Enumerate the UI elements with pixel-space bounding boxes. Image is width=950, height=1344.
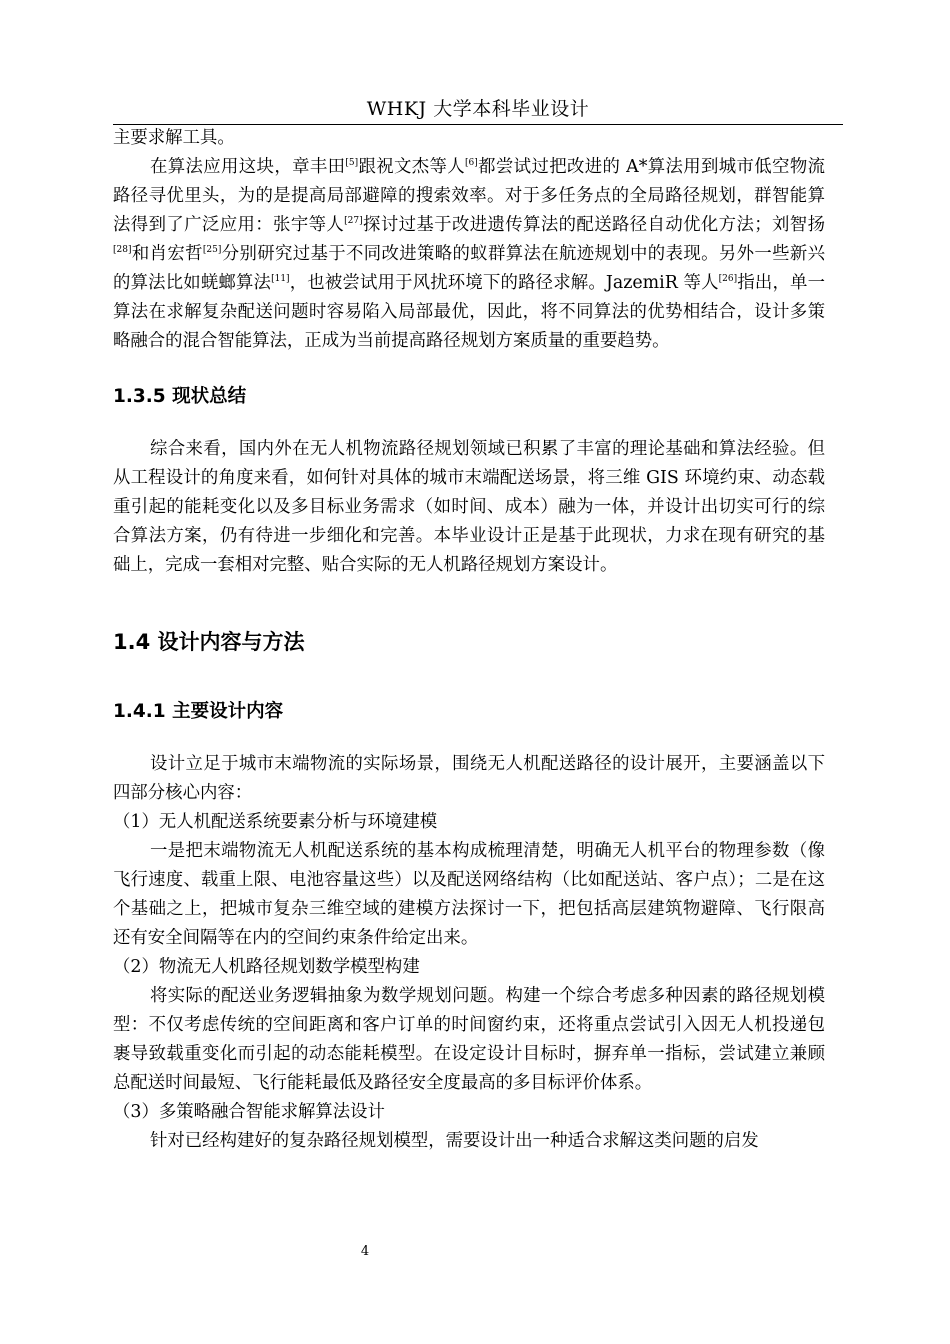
text: ，也被尝试用于风扰环境下的路径求解。JazemiR 等人: [289, 273, 719, 293]
text: 和肖宏哲: [131, 244, 203, 264]
text: 跟祝文杰等人: [358, 157, 466, 177]
page-body: [113, 124, 825, 1156]
item-2-text: 将实际的配送业务逻辑抽象为数学规划问题。构建一个综合考虑多种因素的路径规划模型：不仅考虑传统的空间距离和客户订单的时间窗约束，还将重点尝试引入因无人机投递包裹导致载重变化而引起的动态能耗模型。在设定设计目标时，摒弃单一指标，尝试建立兼顾总配送时间最短、飞行能耗最低及路径安全度最高的多目标评价体系。: [113, 986, 825, 1093]
text: 在算法应用这块，章丰田: [150, 157, 346, 177]
text: 探讨过基于改进遗传算法的配送路径自动优化方法；刘智扬: [362, 215, 825, 235]
paragraph-1: 主要求解工具。: [113, 128, 235, 148]
item-3-title: （3）多策略融合智能求解算法设计: [113, 1102, 385, 1122]
citation: [6]: [465, 158, 478, 168]
text: 指出，单一算法在求解复杂配送问题时容易陷入局部最优，因此，将不同算法的优势相结合，设计多策略融合的混合智能算法，正成为当前提高路径规划方案质量的重要趋势。: [113, 273, 825, 351]
citation: [28]: [113, 245, 132, 255]
citation: [25]: [202, 245, 222, 255]
citation: [5]: [345, 158, 359, 168]
section-heading-1-4-1: 1.4.1 主要设计内容: [113, 701, 284, 722]
page-header: [113, 96, 843, 125]
paragraph-2: [113, 153, 825, 356]
text: 分别研究过基于不同改进策略的蚁群算法在航迹规划中的表现。另外一些新兴的算法比如蜣螂算法: [113, 244, 825, 293]
item-2-title: （2）物流无人机路径规划数学模型构建: [113, 957, 420, 977]
section-heading-1-4: 1.4 设计内容与方法: [113, 630, 305, 654]
item-3-text: 针对已经构建好的复杂路径规划模型，需要设计出一种适合求解这类问题的启发: [150, 1131, 759, 1151]
citation: [11]: [271, 274, 290, 284]
section-heading-1-3-5: 1.3.5 现状总结: [113, 386, 247, 407]
paragraph-4: 设计立足于城市末端物流的实际场景，围绕无人机配送路径的设计展开，主要涵盖以下四部分核心内容：: [113, 754, 825, 803]
item-1-text: 一是把末端物流无人机配送系统的基本构成梳理清楚，明确无人机平台的物理参数（像飞行速度、载重上限、电池容量这些）以及配送网络结构（比如配送站、客户点）；二是在这个基础之上，把城市复杂三维空域的建模方法探讨一下，把包括高层建筑物避障、飞行限高还有安全间隔等在内的空间约束条件给定出来。: [113, 841, 825, 948]
page-number: 4: [360, 1244, 370, 1259]
citation: [26]: [718, 274, 738, 284]
text: 都尝试过把改进的 A*算法用到城市低空物流路径寻优里头，为的是提高局部避障的搜索效率。对于多任务点的全局路径规划，群智能算法得到了广泛应用：张宇等人: [113, 157, 825, 235]
paragraph-3: 综合来看，国内外在无人机物流路径规划领域已积累了丰富的理论基础和算法经验。但从工程设计的角度来看，如何针对具体的城市末端配送场景，将三维 GIS 环境约束、动态载重引起的能耗变化以及多目标业务需求（如时间、成本）融为一体，并设计出切实可行的综合算法方案，仍有待进一步细化和完善。本毕业设计正是基于此现状，力求在现有研究的基础上，完成一套相对完整、贴合实际的无人机路径规划方案设计。: [113, 439, 825, 575]
citation: [27]: [344, 216, 363, 226]
item-1-title: （1）无人机配送系统要素分析与环境建模: [113, 812, 438, 832]
header-title: WHKJ 大学本科毕业设计: [366, 98, 590, 120]
